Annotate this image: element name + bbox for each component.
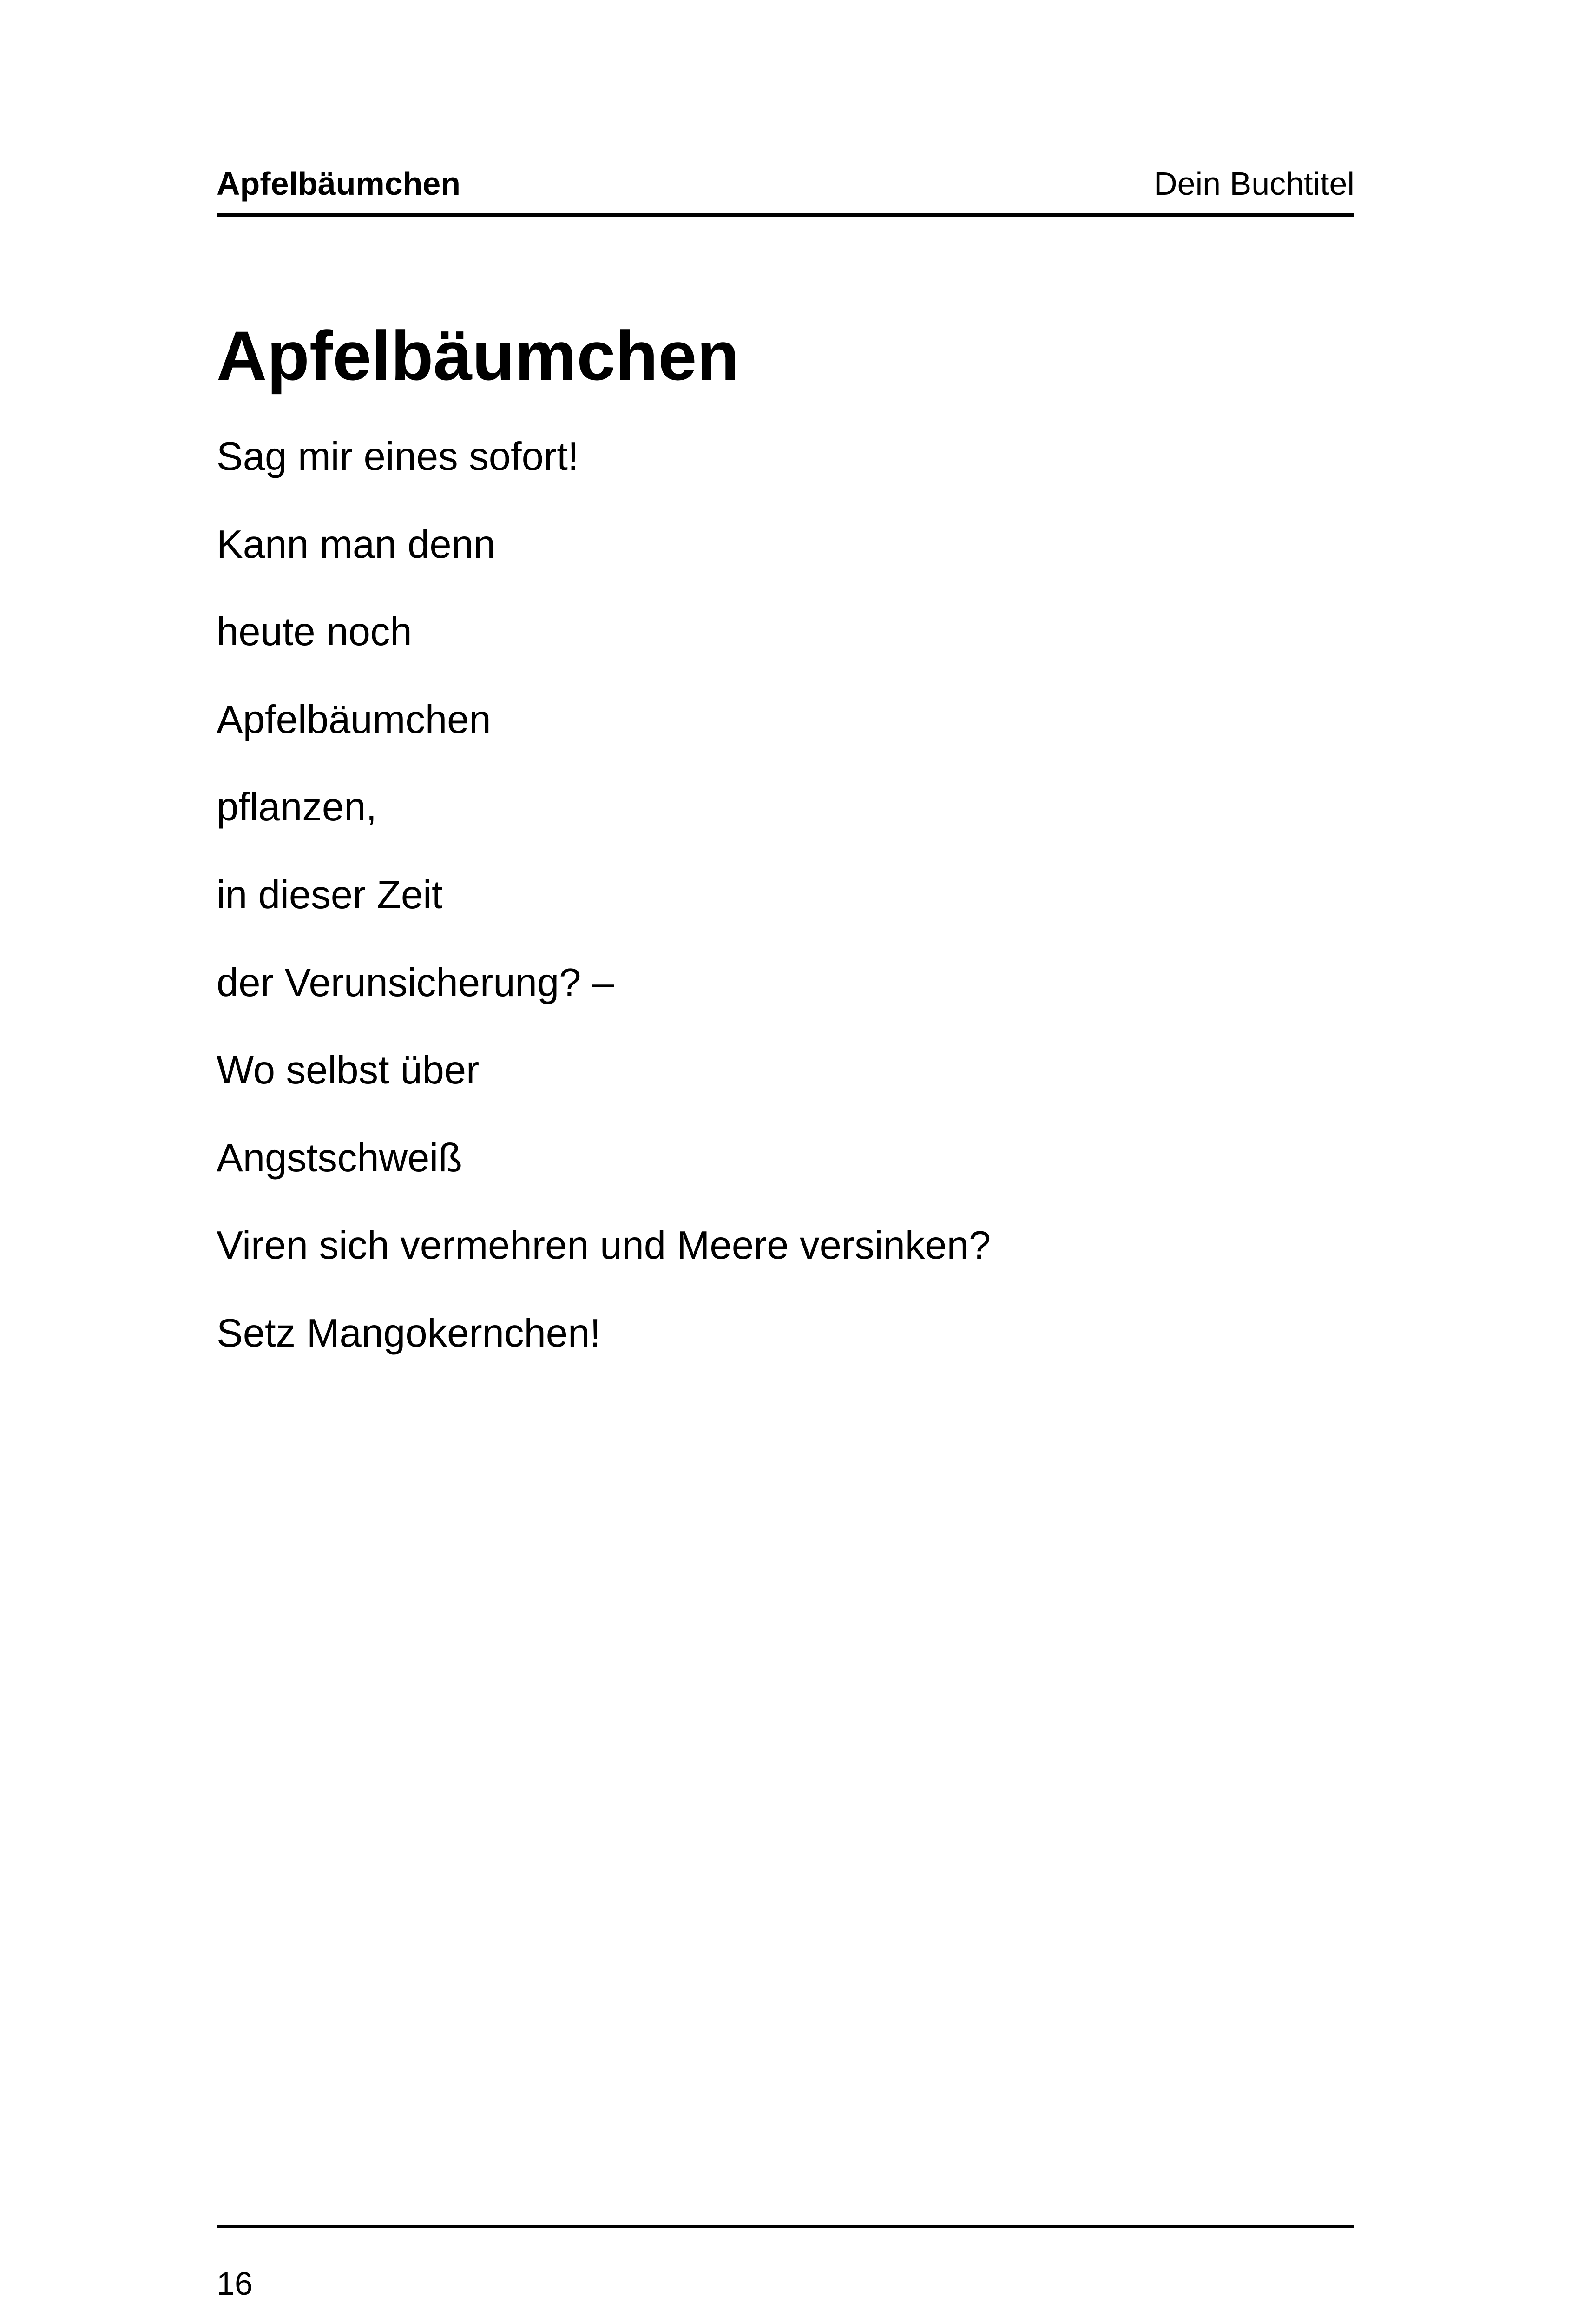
poem-line: Angstschweiß bbox=[217, 1136, 463, 1180]
poem-line: in dieser Zeit bbox=[217, 872, 443, 917]
poem-line: der Verunsicherung? – bbox=[217, 960, 614, 1005]
poem-line: Viren sich vermehren und Meere versinken? bbox=[217, 1223, 991, 1268]
poem-line: Kann man denn bbox=[217, 522, 496, 567]
poem-title: Apfelbäumchen bbox=[217, 317, 740, 395]
poem-line: Sag mir eines sofort! bbox=[217, 435, 579, 479]
poem-body bbox=[217, 437, 991, 1401]
page-number: 16 bbox=[217, 2265, 253, 2302]
poem-line: Wo selbst über bbox=[217, 1048, 480, 1093]
running-header bbox=[217, 158, 1354, 205]
poem-line: Apfelbäumchen bbox=[217, 697, 491, 742]
footer-rule bbox=[217, 2225, 1354, 2228]
poem-line: pflanzen, bbox=[217, 785, 377, 830]
poem-line: Setz Mangokernchen! bbox=[217, 1311, 601, 1355]
header-book-title: Dein Buchtitel bbox=[1154, 165, 1354, 202]
header-rule bbox=[217, 213, 1354, 217]
poem-line: heute noch bbox=[217, 610, 412, 654]
header-chapter-title: Apfelbäumchen bbox=[217, 165, 461, 202]
